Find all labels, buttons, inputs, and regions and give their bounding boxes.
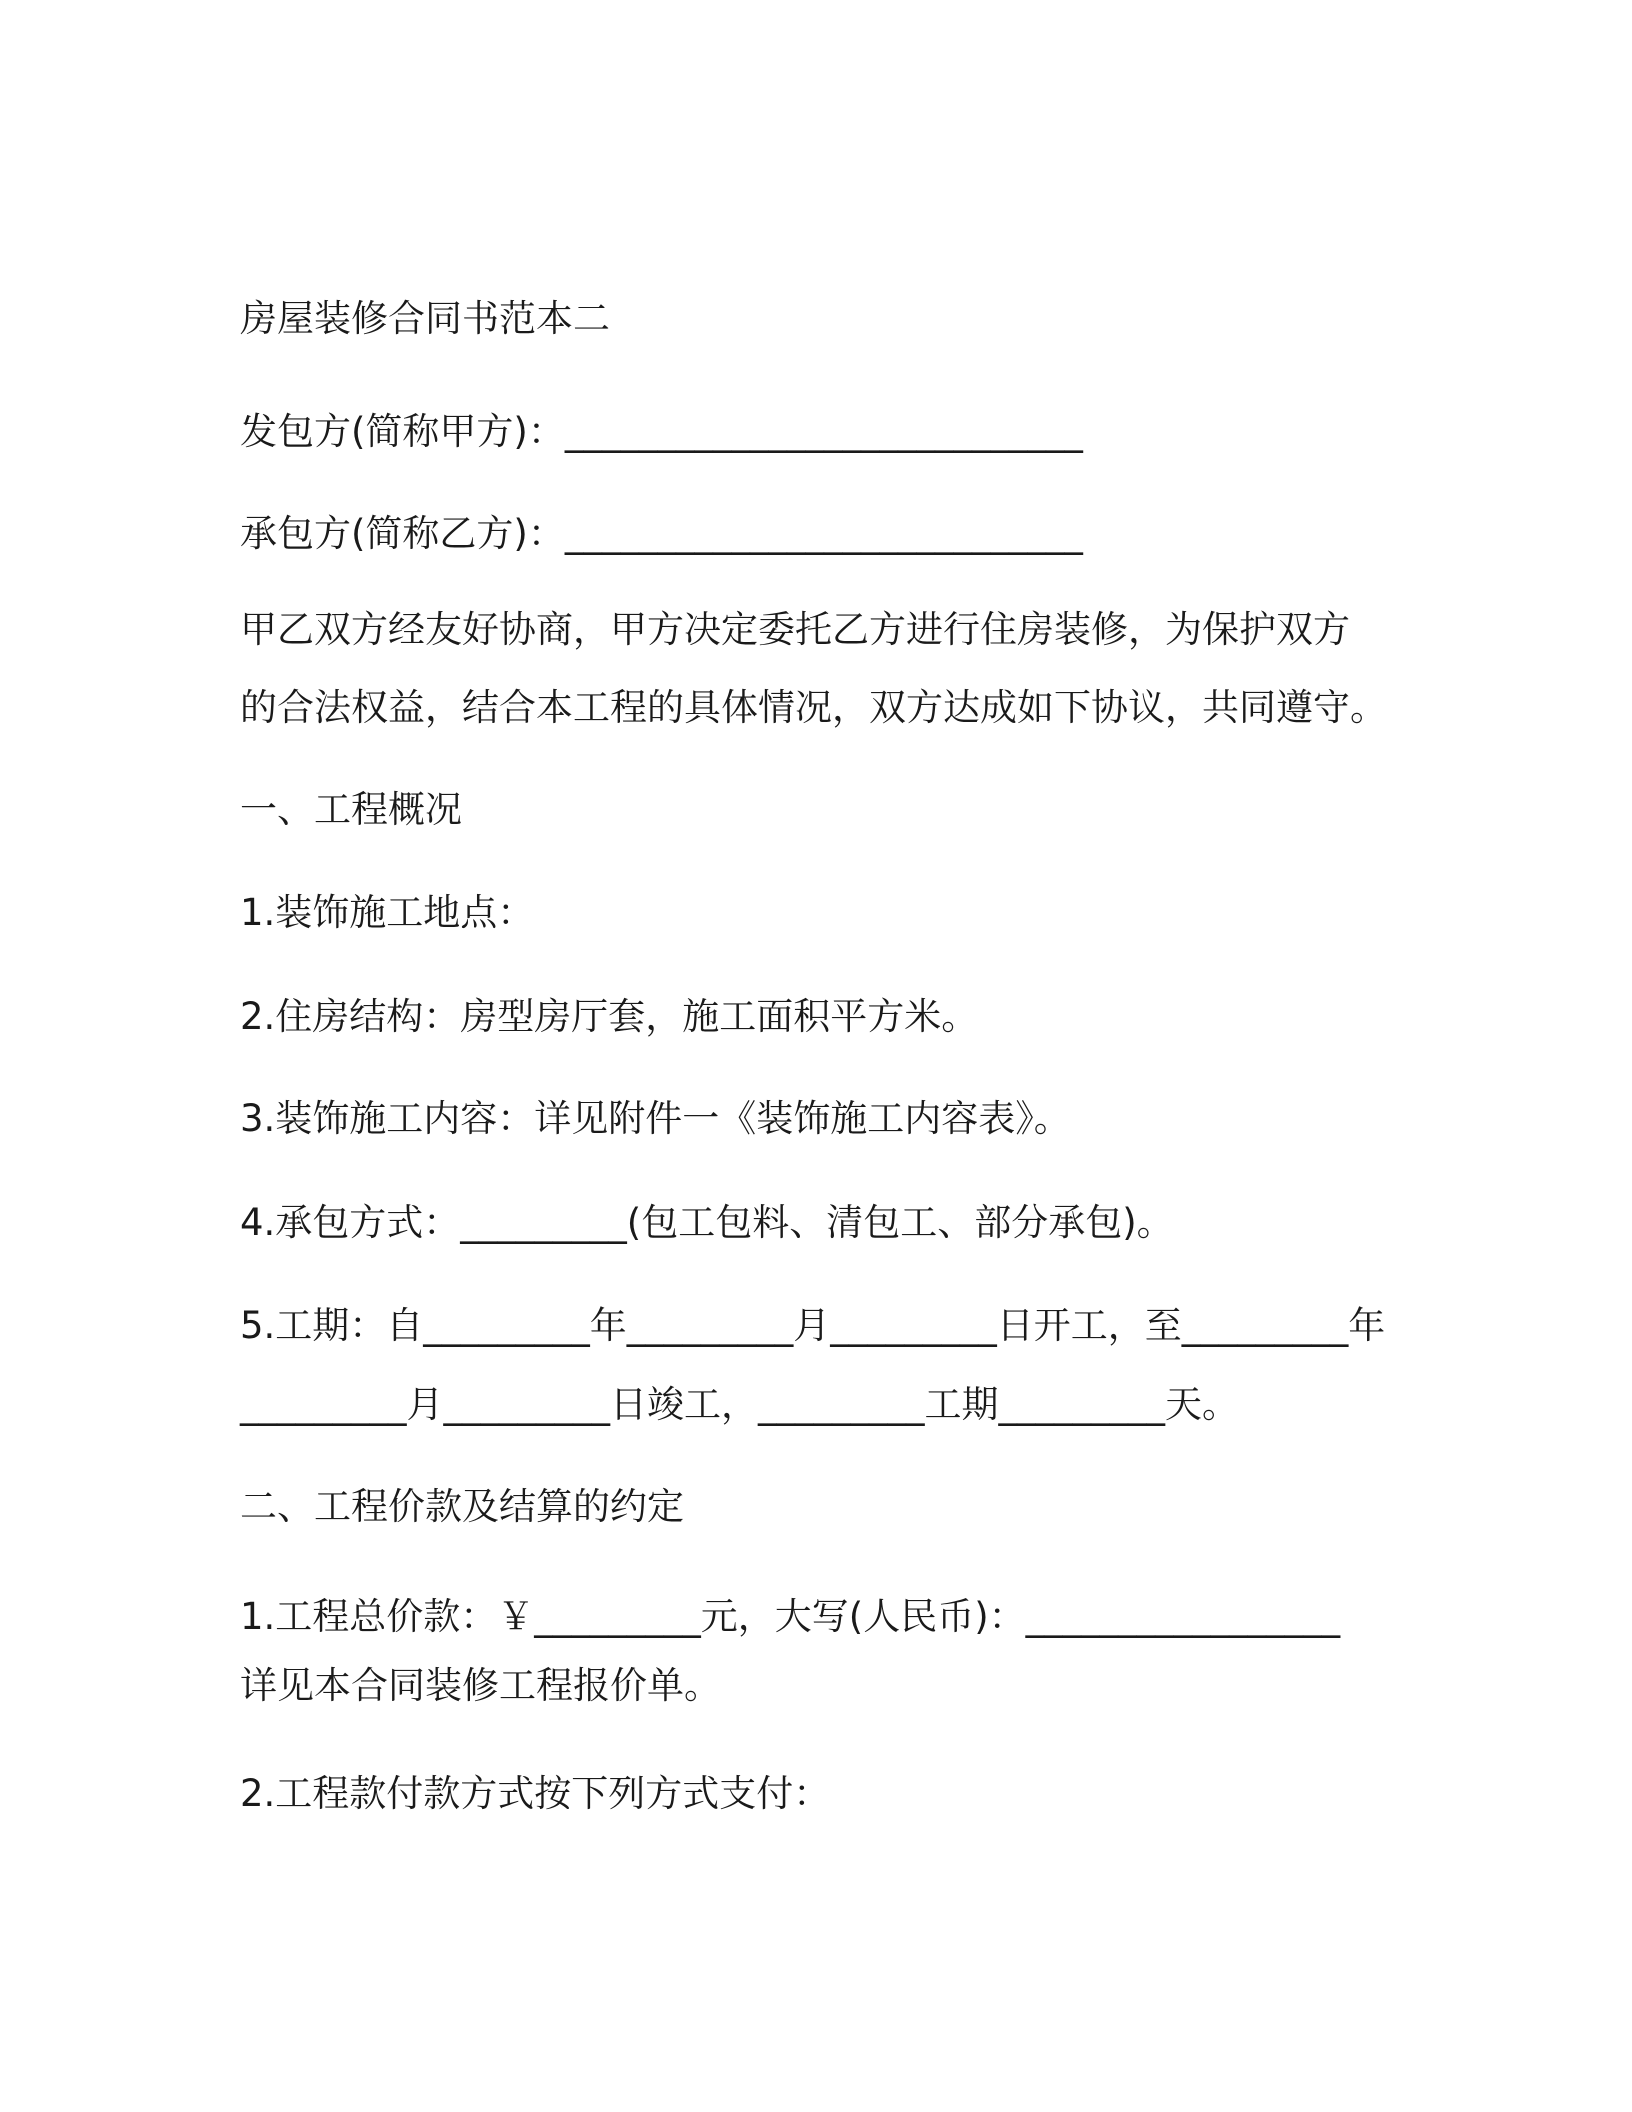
intro-paragraph-line-2: 的合法权益，结合本工程的具体情况，双方达成如下协议，共同遵守。 bbox=[240, 686, 1387, 729]
section-1-item-2: 2.住房结构：房型房厅套，施工面积平方米。 bbox=[240, 995, 979, 1038]
document-title: 房屋装修合同书范本二 bbox=[240, 297, 610, 340]
section-1-item-5-line-2: _________月_________日竣工，_________工期_________天。 bbox=[240, 1383, 1239, 1426]
section-1-item-1: 1.装饰施工地点： bbox=[240, 891, 535, 934]
section-2-item-1-line-1: 1.工程总价款：￥_________元，大写(人民币)：_________________ bbox=[240, 1595, 1341, 1638]
section-2-heading: 二、工程价款及结算的约定 bbox=[240, 1485, 684, 1528]
section-1-heading: 一、工程概况 bbox=[240, 788, 462, 831]
party-a-line: 发包方(简称甲方)：____________________________ bbox=[240, 410, 1083, 453]
section-1-item-4: 4.承包方式：_________(包工包料、清包工、部分承包)。 bbox=[240, 1201, 1174, 1244]
intro-paragraph-line-1: 甲乙双方经友好协商，甲方决定委托乙方进行住房装修，为保护双方 bbox=[240, 608, 1350, 651]
section-1-item-5-line-1: 5.工期：自_________年_________月_________日开工，至_________年 bbox=[240, 1304, 1386, 1347]
section-2-item-1-line-2: 详见本合同装修工程报价单。 bbox=[240, 1664, 721, 1707]
section-2-item-2: 2.工程款付款方式按下列方式支付： bbox=[240, 1772, 831, 1815]
section-1-item-3: 3.装饰施工内容：详见附件一《装饰施工内容表》。 bbox=[240, 1097, 1071, 1140]
party-b-line: 承包方(简称乙方)：____________________________ bbox=[240, 512, 1083, 555]
